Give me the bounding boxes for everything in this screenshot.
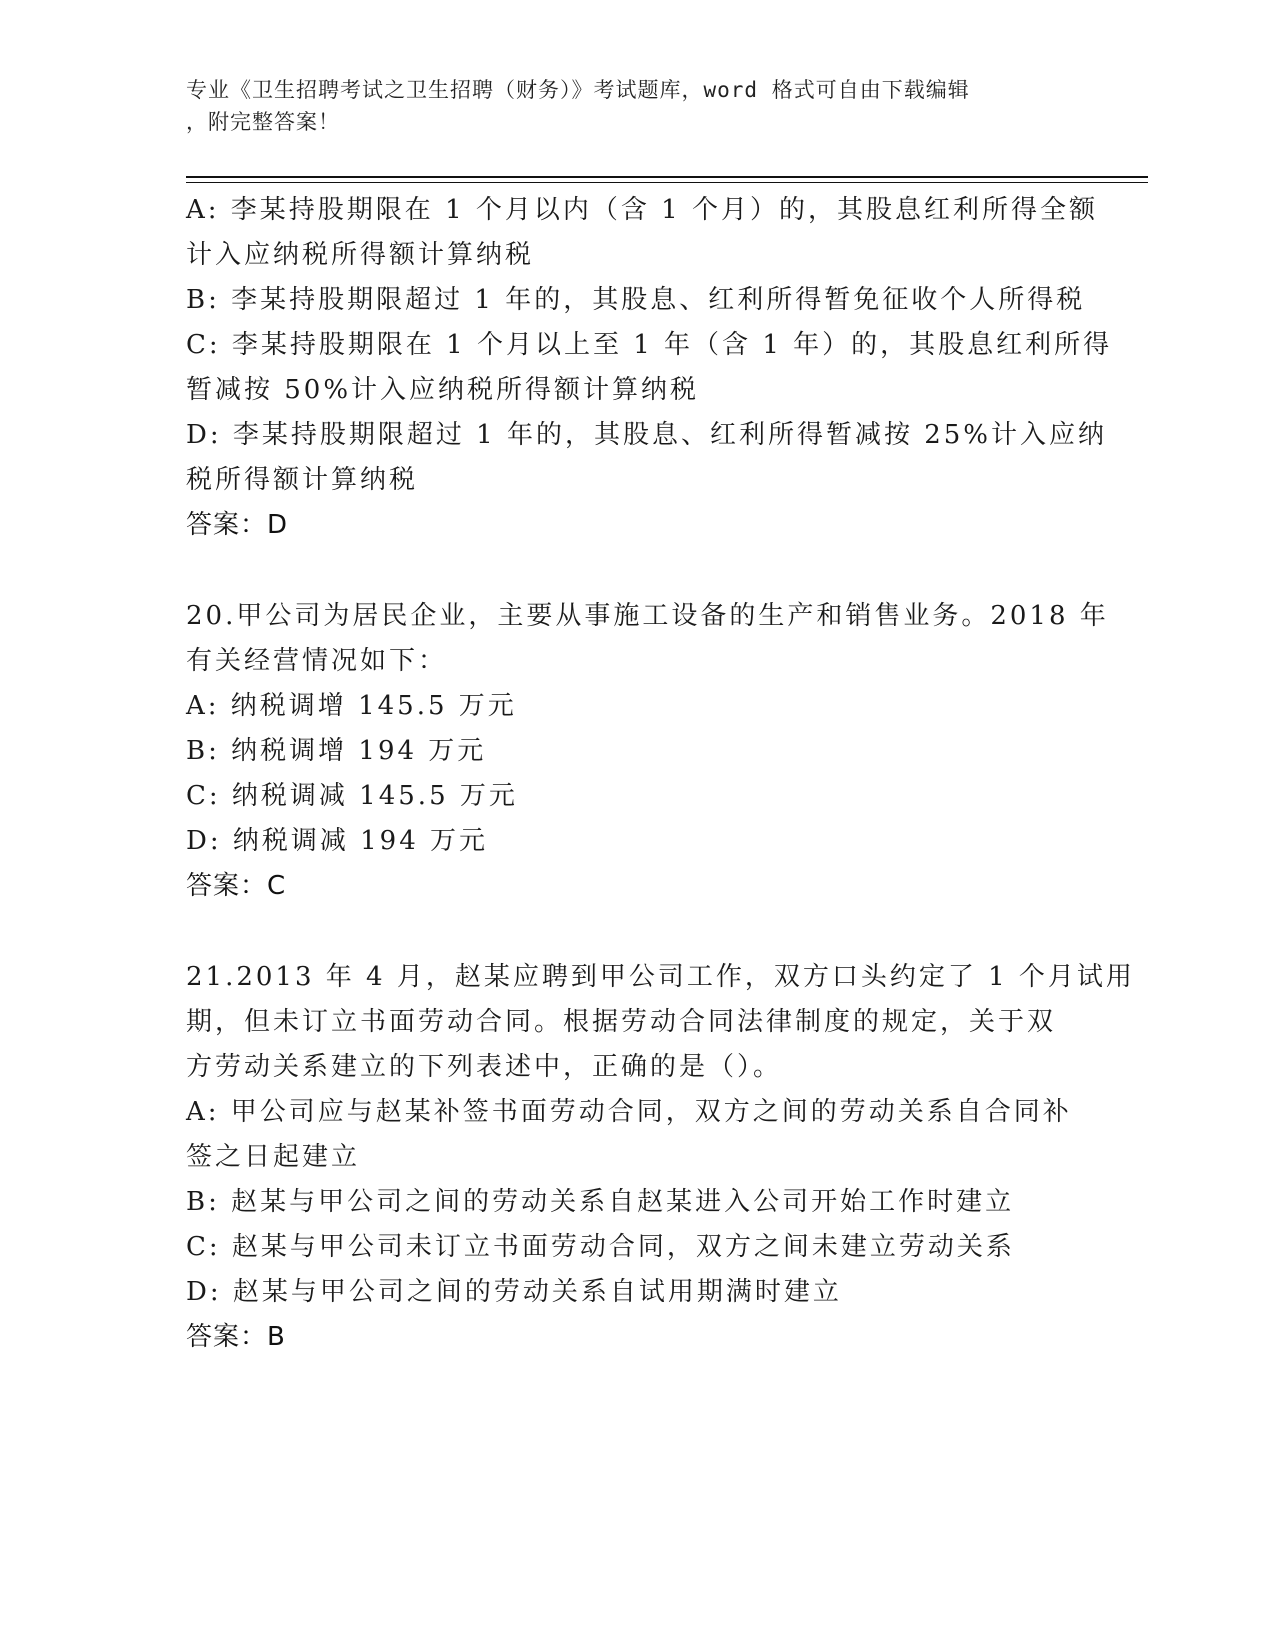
q19-option-a-line-2: 计入应纳税所得额计算纳税 [186,240,535,270]
question-list [186,188,1135,1360]
question-19 [186,188,1113,548]
q19-answer: 答案：D [186,510,289,540]
q19-option-d-line-2: 税所得额计算纳税 [186,465,419,495]
q20-answer: 答案：C [186,871,287,901]
q19-option-b: B: 李某持股期限超过 1 年的，其股息、红利所得暂免征收个人所得税 [186,285,1086,315]
q21-stem-line-3: 方劳动关系建立的下列表述中，正确的是（）。 [186,1052,783,1082]
q21-option-c: C: 赵某与甲公司未订立书面劳动合同，双方之间未建立劳动关系 [186,1232,1015,1262]
q19-option-d-line-1: D: 李某持股期限超过 1 年的，其股息、红利所得暂减按 25%计入应纳 [186,420,1107,450]
spacer [186,909,1086,955]
q19-option-c-line-1: C: 李某持股期限在 1 个月以上至 1 年（含 1 年）的，其股息红利所得 [186,330,1113,360]
question-20 [186,594,1109,909]
q21-option-d: D: 赵某与甲公司之间的劳动关系自试用期满时建立 [186,1277,842,1307]
header-divider-thick [186,176,1148,178]
q21-option-a-line-2: 签之日起建立 [186,1142,361,1172]
q19-option-c-line-2: 暂减按 50%计入应纳税所得额计算纳税 [186,375,700,405]
q19-option-a-line-1: A: 李某持股期限在 1 个月以内（含 1 个月）的，其股息红利所得全额 [186,195,1098,225]
q21-answer: 答案：B [186,1322,286,1352]
question-21 [186,955,1135,1360]
q21-option-b: B: 赵某与甲公司之间的劳动关系自赵某进入公司开始工作时建立 [186,1187,1015,1217]
header-line-1: 专业《卫生招聘考试之卫生招聘（财务）》考试题库，word 格式可自由下载编辑 [186,78,970,102]
q20-option-c: C: 纳税调减 145.5 万元 [186,781,518,811]
q21-stem-line-1: 21.2013 年 4 月，赵某应聘到甲公司工作，双方口头约定了 1 个月试用 [186,962,1135,992]
spacer [186,548,1086,594]
q20-stem-line-1: 20.甲公司为居民企业，主要从事施工设备的生产和销售业务。2018 年 [186,601,1109,631]
q20-option-b: B: 纳税调增 194 万元 [186,736,487,766]
q20-option-d: D: 纳税调减 194 万元 [186,826,489,856]
q21-option-a-line-1: A: 甲公司应与赵某补签书面劳动合同，双方之间的劳动关系自合同补 [186,1097,1072,1127]
document-header [186,74,1066,138]
q20-option-a: A: 纳税调增 145.5 万元 [186,691,517,721]
header-line-2: ，附完整答案！ [186,110,340,134]
q21-stem-line-2: 期，但未订立书面劳动合同。根据劳动合同法律制度的规定，关于双 [186,1007,1057,1037]
q20-stem-line-2: 有关经营情况如下： [186,646,448,676]
header-divider-thin [186,182,1148,183]
